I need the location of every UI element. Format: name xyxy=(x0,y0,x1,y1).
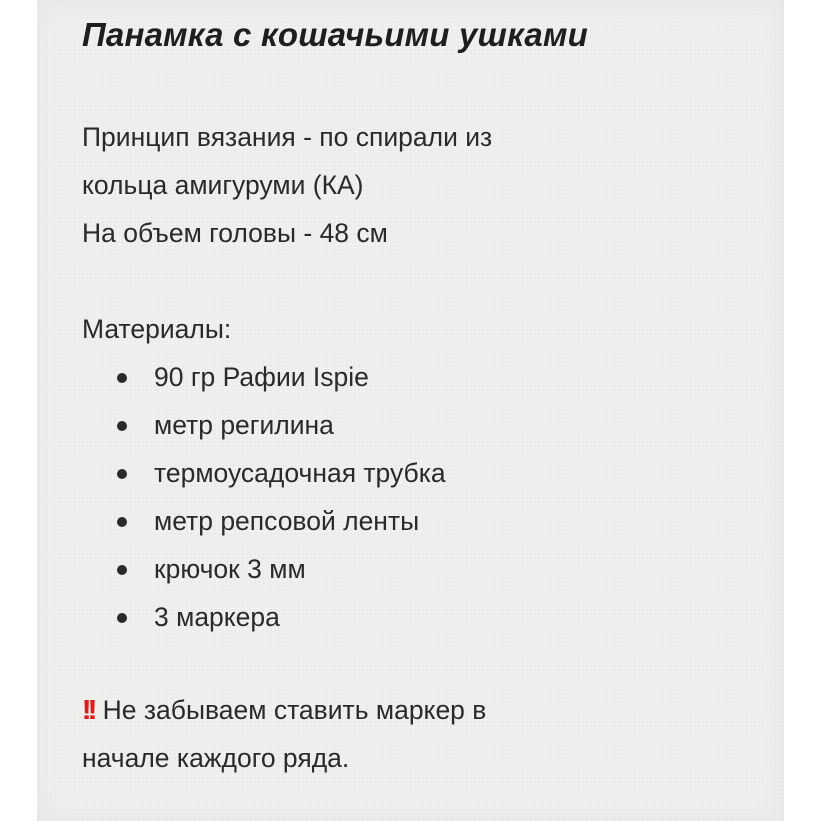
bullet-icon xyxy=(117,517,127,527)
list-item xyxy=(82,353,772,401)
intro-line-3: На объем головы - 48 см xyxy=(82,218,388,248)
materials-list xyxy=(82,353,772,641)
list-item-label: метр репсовой ленты xyxy=(154,506,420,536)
reminder-line-2: начале каждого ряда. xyxy=(82,743,350,773)
list-item xyxy=(82,545,772,593)
list-item-label: крючок 3 мм xyxy=(154,554,306,584)
materials-heading: Материалы: xyxy=(82,314,232,344)
reminder-line-1 xyxy=(82,686,772,734)
bullet-icon xyxy=(117,373,127,383)
list-item-label: термоусадочная трубка xyxy=(154,458,446,488)
intro-section xyxy=(82,113,772,257)
double-exclamation-icon: !! xyxy=(81,694,94,725)
list-item xyxy=(82,593,772,641)
page-title: Панамка с кошачьими ушками xyxy=(82,16,588,53)
bullet-icon xyxy=(117,469,127,479)
bullet-icon xyxy=(117,565,127,575)
list-item-label: 90 гр Рафии Ispie xyxy=(154,362,369,392)
intro-line-1: Принцип вязания - по спирали из xyxy=(82,122,493,152)
list-item xyxy=(82,401,772,449)
bullet-icon xyxy=(117,613,127,623)
note-content xyxy=(82,12,772,782)
reminder-section xyxy=(82,686,772,782)
list-item xyxy=(82,449,772,497)
list-item-label: 3 маркера xyxy=(154,602,280,632)
list-item xyxy=(82,497,772,545)
bullet-icon xyxy=(117,421,127,431)
intro-line-2: кольца амигуруми (КА) xyxy=(82,170,364,200)
list-item-label: метр регилина xyxy=(154,410,334,440)
materials-section xyxy=(82,305,772,641)
reminder-text-1: Не забываем ставить маркер в xyxy=(102,695,487,725)
